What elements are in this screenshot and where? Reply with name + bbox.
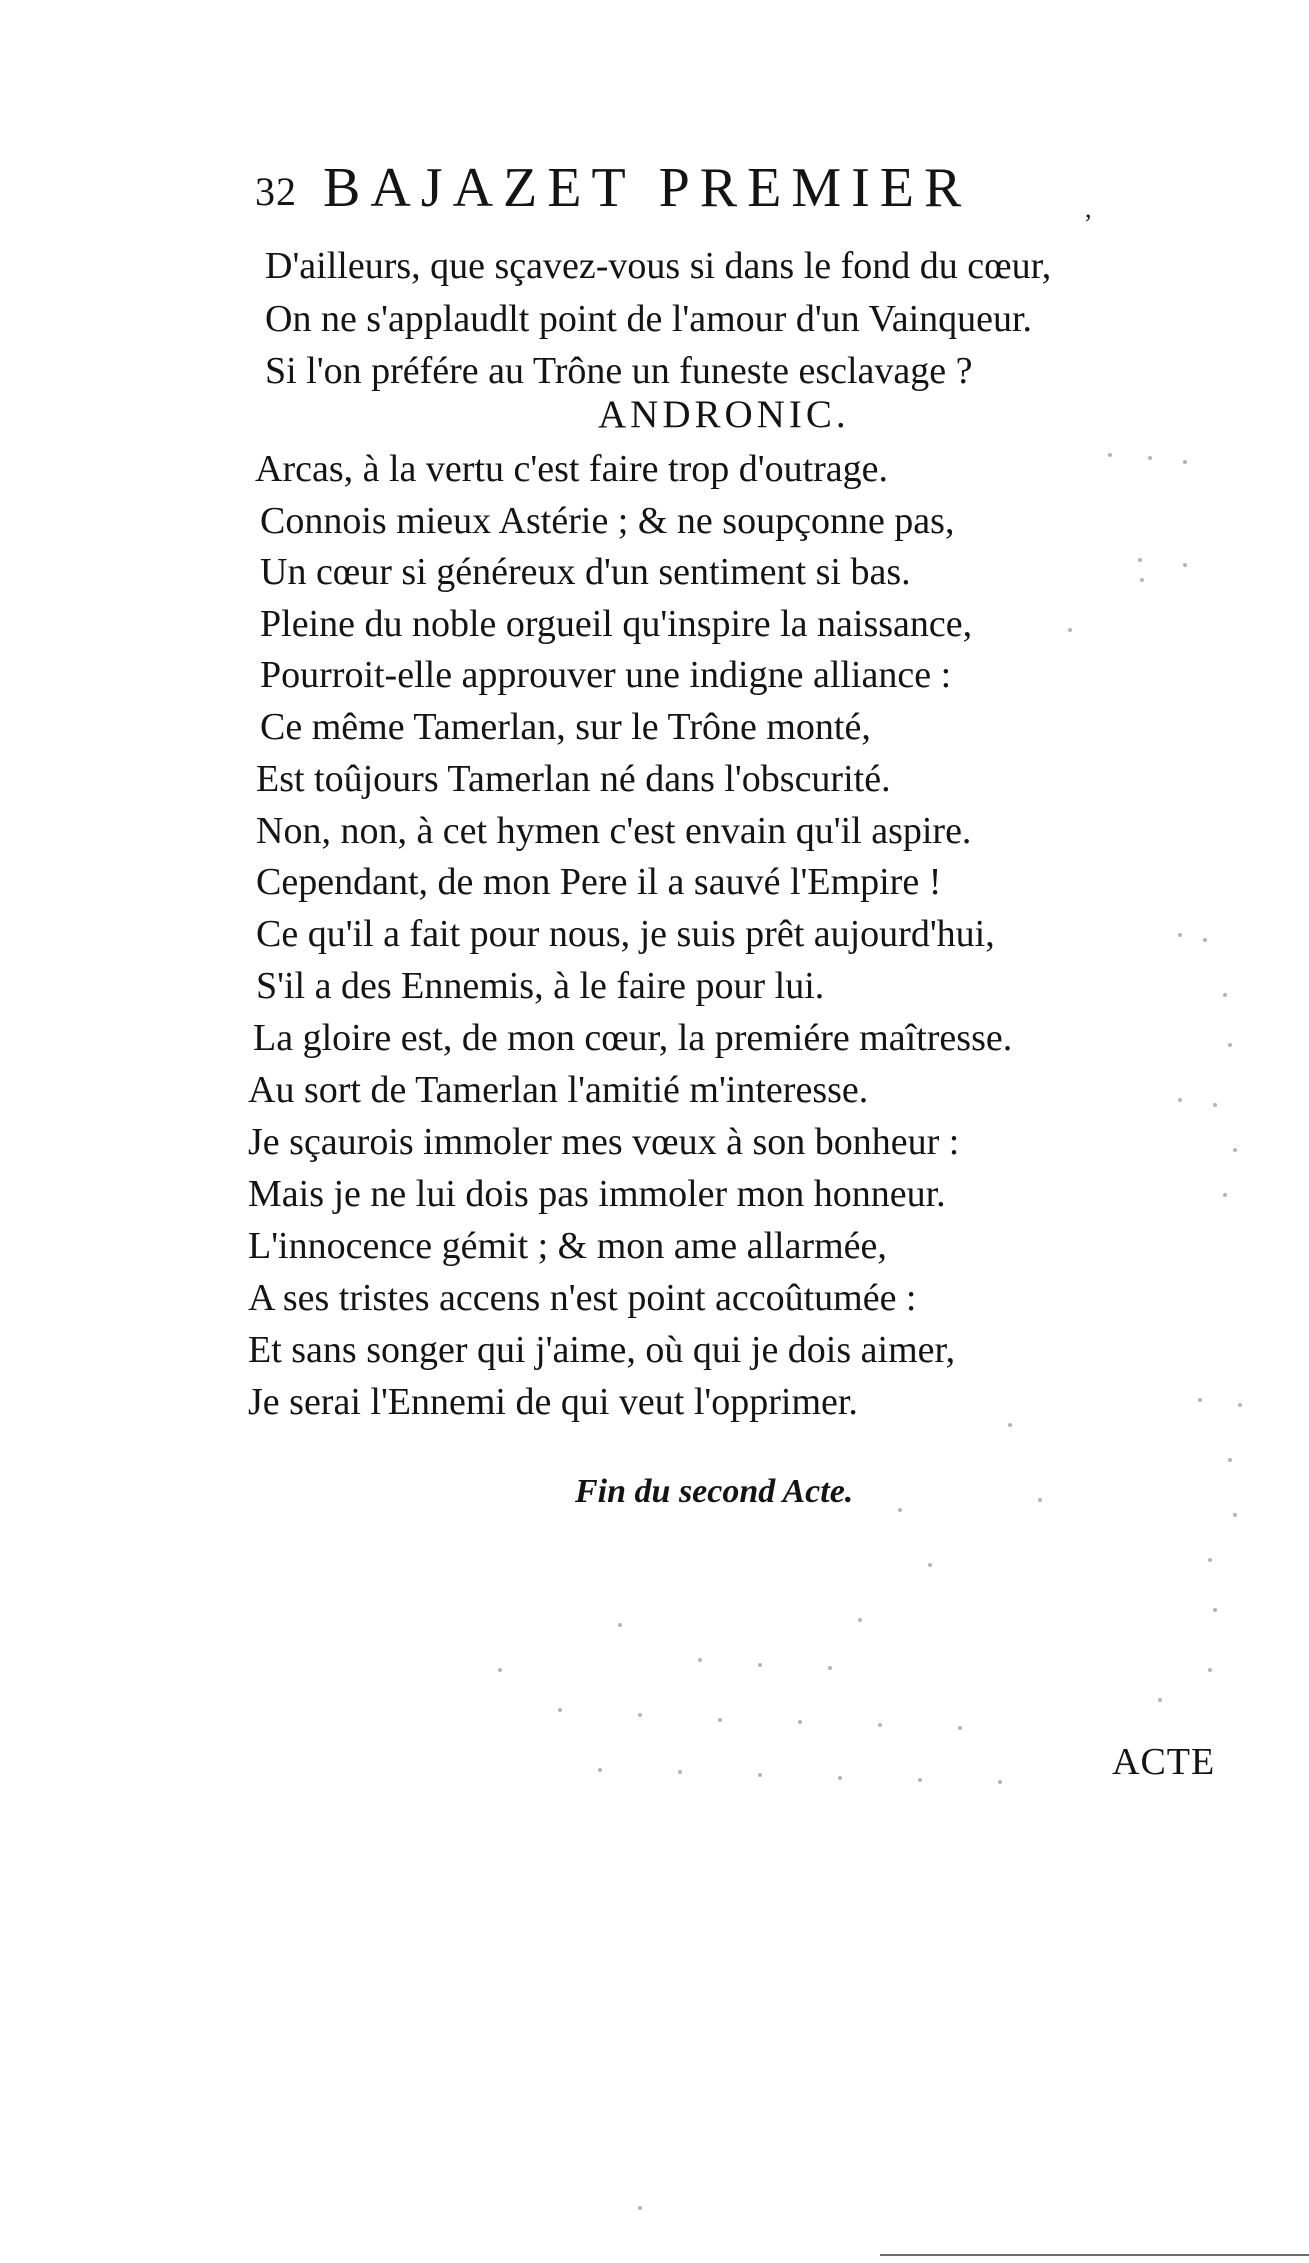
verse-line: Pourroit-elle approuver une indigne alliance : <box>260 654 952 696</box>
header-punctuation: , <box>1085 194 1092 223</box>
verse-line: Ce qu'il a fait pour nous, je suis prêt aujourd'hui, <box>256 913 995 955</box>
verse-line: L'innocence gémit ; & mon ame allarmée, <box>248 1225 887 1267</box>
verse-line: Connois mieux Astérie ; & ne soupçonne pas, <box>260 500 955 542</box>
bottom-edge-rule <box>880 2254 1309 2256</box>
verse-line: La gloire est, de mon cœur, la premiére maîtresse. <box>253 1017 1013 1059</box>
running-title: BAJAZET PREMIER <box>323 157 972 219</box>
verse-line: Mais je ne lui dois pas immoler mon honneur. <box>248 1173 946 1215</box>
verse-line: Et sans songer qui j'aime, où qui je dois aimer, <box>248 1329 956 1371</box>
page-header <box>255 150 1115 230</box>
verse-line: A ses tristes accens n'est point accoûtumée : <box>248 1277 917 1319</box>
catchword: ACTE <box>1112 1741 1216 1783</box>
verse-line: Arcas, à la vertu c'est faire trop d'outrage. <box>255 448 889 490</box>
verse-line: S'il a des Ennemis, à le faire pour lui. <box>256 965 825 1007</box>
verse-line: Je serai l'Ennemi de qui veut l'opprimer. <box>248 1381 858 1423</box>
verse-line: Si l'on préfére au Trône un funeste esclavage ? <box>265 350 973 392</box>
verse-line: Au sort de Tamerlan l'amitié m'interesse. <box>248 1069 869 1111</box>
verse-line: Est toûjours Tamerlan né dans l'obscurité. <box>256 758 891 800</box>
verse-line: D'ailleurs, que sçavez-vous si dans le fond du cœur, <box>265 245 1052 287</box>
speaker-name: ANDRONIC. <box>598 393 850 436</box>
verse-line: Ce même Tamerlan, sur le Trône monté, <box>260 706 871 748</box>
verse-line: On ne s'applaudlt point de l'amour d'un Vainqueur. <box>265 298 1033 340</box>
verse-line: Non, non, à cet hymen c'est envain qu'il aspire. <box>256 810 972 852</box>
verse-line: Pleine du noble orgueil qu'inspire la naissance, <box>260 603 973 645</box>
act-end-note: Fin du second Acte. <box>575 1473 854 1510</box>
page-number: 32 <box>255 169 297 214</box>
verse-line: Je sçaurois immoler mes vœux à son bonheur : <box>248 1121 960 1163</box>
verse-line: Cependant, de mon Pere il a sauvé l'Empire ! <box>256 861 942 903</box>
verse-line: Un cœur si généreux d'un sentiment si bas. <box>260 551 911 593</box>
